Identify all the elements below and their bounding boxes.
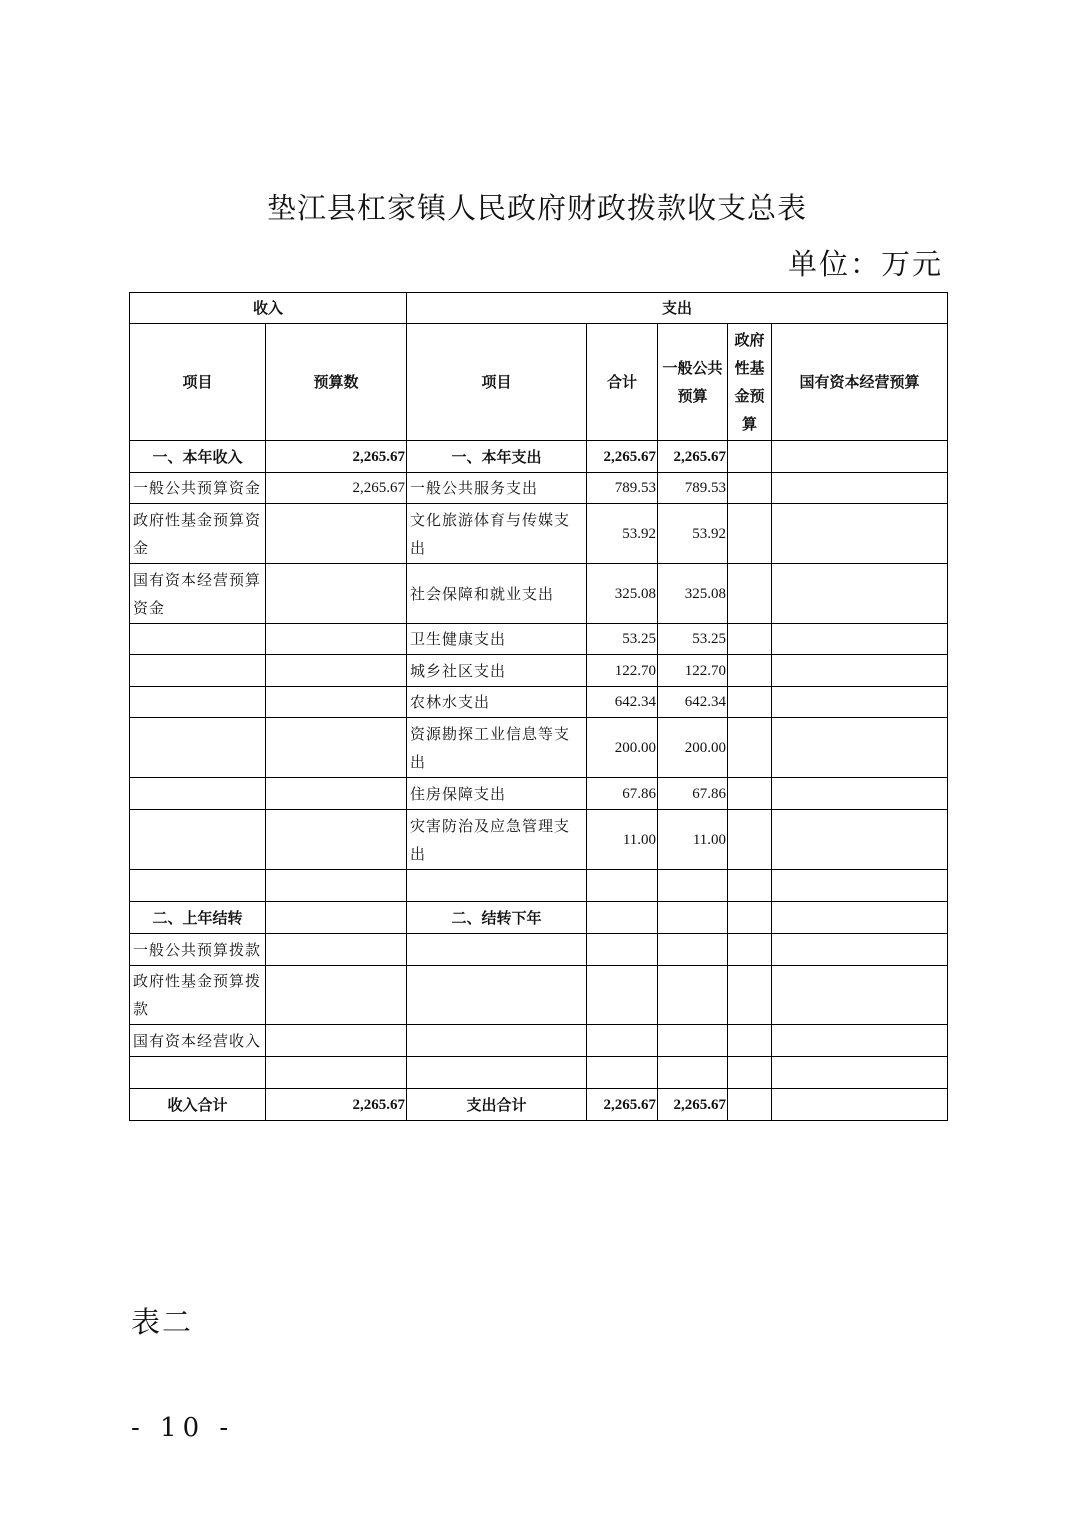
table-row <box>130 870 948 902</box>
table-row <box>130 902 948 934</box>
table-row <box>130 624 948 655</box>
expense-total <box>587 1025 658 1057</box>
expense-item <box>407 870 587 902</box>
expense-state <box>772 934 948 966</box>
income-item: 收入合计 <box>130 1089 266 1121</box>
income-amount <box>266 870 407 902</box>
expense-item: 卫生健康支出 <box>407 624 587 655</box>
expense-item: 一般公共服务支出 <box>407 473 587 504</box>
expense-general: 53.92 <box>658 504 728 564</box>
expense-state <box>772 504 948 564</box>
expense-general <box>658 966 728 1025</box>
income-amount: 2,265.67 <box>266 473 407 504</box>
col-header-fund: 政府性基金预算 <box>728 324 772 441</box>
expense-total <box>587 902 658 934</box>
income-item <box>130 810 266 870</box>
expense-item: 文化旅游体育与传媒支出 <box>407 504 587 564</box>
expense-fund <box>728 902 772 934</box>
income-item: 一、本年收入 <box>130 441 266 473</box>
expense-general: 325.08 <box>658 564 728 624</box>
income-amount <box>266 778 407 810</box>
expense-total <box>587 1057 658 1089</box>
income-item: 国有资本经营收入 <box>130 1025 266 1057</box>
expense-total: 789.53 <box>587 473 658 504</box>
expense-item: 一、本年支出 <box>407 441 587 473</box>
table-row <box>130 810 948 870</box>
expense-header: 支出 <box>407 293 948 324</box>
income-item <box>130 778 266 810</box>
expense-item: 城乡社区支出 <box>407 655 587 687</box>
table-row <box>130 655 948 687</box>
expense-state <box>772 1057 948 1089</box>
footer-label: 表二 <box>131 1305 194 1339</box>
expense-item: 农林水支出 <box>407 687 587 718</box>
income-item <box>130 870 266 902</box>
expense-state <box>772 902 948 934</box>
table-row <box>130 934 948 966</box>
income-amount <box>266 687 407 718</box>
expense-state <box>772 1025 948 1057</box>
expense-fund <box>728 687 772 718</box>
expense-fund <box>728 441 772 473</box>
expense-general: 789.53 <box>658 473 728 504</box>
income-amount <box>266 1025 407 1057</box>
table-row <box>130 1089 948 1121</box>
expense-item <box>407 1025 587 1057</box>
expense-total: 2,265.67 <box>587 1089 658 1121</box>
expense-item: 二、结转下年 <box>407 902 587 934</box>
income-amount <box>266 966 407 1025</box>
expense-state <box>772 810 948 870</box>
income-amount <box>266 902 407 934</box>
income-amount: 2,265.67 <box>266 441 407 473</box>
expense-total: 2,265.67 <box>587 441 658 473</box>
col-header-expense-item: 项目 <box>407 324 587 441</box>
expense-item: 住房保障支出 <box>407 778 587 810</box>
table-row <box>130 473 948 504</box>
income-item: 一般公共预算拨款 <box>130 934 266 966</box>
table-row <box>130 564 948 624</box>
expense-general: 2,265.67 <box>658 1089 728 1121</box>
col-header-total: 合计 <box>587 324 658 441</box>
expense-fund <box>728 810 772 870</box>
expense-item: 资源勘探工业信息等支出 <box>407 718 587 778</box>
expense-state <box>772 870 948 902</box>
expense-fund <box>728 966 772 1025</box>
expense-item <box>407 934 587 966</box>
expense-state <box>772 473 948 504</box>
expense-general: 200.00 <box>658 718 728 778</box>
expense-general: 11.00 <box>658 810 728 870</box>
income-amount <box>266 564 407 624</box>
income-header: 收入 <box>130 293 407 324</box>
income-amount <box>266 1057 407 1089</box>
expense-general: 67.86 <box>658 778 728 810</box>
income-item: 政府性基金预算资金 <box>130 504 266 564</box>
expense-general <box>658 1025 728 1057</box>
expense-general: 642.34 <box>658 687 728 718</box>
expense-fund <box>728 624 772 655</box>
expense-total: 200.00 <box>587 718 658 778</box>
expense-item <box>407 1057 587 1089</box>
expense-state <box>772 966 948 1025</box>
expense-total <box>587 966 658 1025</box>
table-row <box>130 441 948 473</box>
income-item <box>130 687 266 718</box>
expense-state <box>772 655 948 687</box>
income-item: 一般公共预算资金 <box>130 473 266 504</box>
expense-fund <box>728 504 772 564</box>
expense-general: 2,265.67 <box>658 441 728 473</box>
income-item <box>130 718 266 778</box>
expense-general: 122.70 <box>658 655 728 687</box>
income-amount <box>266 810 407 870</box>
expense-state <box>772 564 948 624</box>
col-header-general: 一般公共预算 <box>658 324 728 441</box>
col-header-item: 项目 <box>130 324 266 441</box>
expense-general <box>658 1057 728 1089</box>
expense-total: 53.25 <box>587 624 658 655</box>
expense-total: 67.86 <box>587 778 658 810</box>
income-amount <box>266 624 407 655</box>
col-header-budget: 预算数 <box>266 324 407 441</box>
expense-fund <box>728 778 772 810</box>
expense-state <box>772 718 948 778</box>
expense-state <box>772 778 948 810</box>
table-row <box>130 718 948 778</box>
income-amount <box>266 718 407 778</box>
expense-fund <box>728 934 772 966</box>
table-row <box>130 778 948 810</box>
expense-total: 53.92 <box>587 504 658 564</box>
table-row <box>130 687 948 718</box>
expense-fund <box>728 1089 772 1121</box>
table-row <box>130 966 948 1025</box>
expense-item: 支出合计 <box>407 1089 587 1121</box>
expense-item: 社会保障和就业支出 <box>407 564 587 624</box>
expense-fund <box>728 718 772 778</box>
page-number: - 10 - <box>131 1413 235 1443</box>
expense-total: 325.08 <box>587 564 658 624</box>
income-item <box>130 655 266 687</box>
budget-table <box>129 292 948 1121</box>
expense-total <box>587 870 658 902</box>
page-title: 垫江县杠家镇人民政府财政拨款收支总表 <box>266 191 807 225</box>
expense-general <box>658 934 728 966</box>
expense-item: 灾害防治及应急管理支出 <box>407 810 587 870</box>
expense-fund <box>728 564 772 624</box>
expense-fund <box>728 1057 772 1089</box>
expense-total: 642.34 <box>587 687 658 718</box>
expense-general <box>658 870 728 902</box>
income-item <box>130 1057 266 1089</box>
expense-general: 53.25 <box>658 624 728 655</box>
income-item: 二、上年结转 <box>130 902 266 934</box>
expense-state <box>772 624 948 655</box>
income-item <box>130 624 266 655</box>
expense-fund <box>728 1025 772 1057</box>
income-amount <box>266 655 407 687</box>
income-item: 国有资本经营预算资金 <box>130 564 266 624</box>
expense-fund <box>728 655 772 687</box>
table-row <box>130 504 948 564</box>
expense-fund <box>728 473 772 504</box>
income-item: 政府性基金预算拨款 <box>130 966 266 1025</box>
income-amount <box>266 934 407 966</box>
income-amount <box>266 504 407 564</box>
expense-state <box>772 1089 948 1121</box>
table-row <box>130 1057 948 1089</box>
expense-fund <box>728 870 772 902</box>
expense-general <box>658 902 728 934</box>
expense-item <box>407 966 587 1025</box>
expense-state <box>772 687 948 718</box>
expense-total <box>587 934 658 966</box>
expense-total: 11.00 <box>587 810 658 870</box>
col-header-state: 国有资本经营预算 <box>772 324 948 441</box>
table-row <box>130 1025 948 1057</box>
expense-total: 122.70 <box>587 655 658 687</box>
expense-state <box>772 441 948 473</box>
income-amount: 2,265.67 <box>266 1089 407 1121</box>
unit-label: 单位：万元 <box>787 247 943 281</box>
